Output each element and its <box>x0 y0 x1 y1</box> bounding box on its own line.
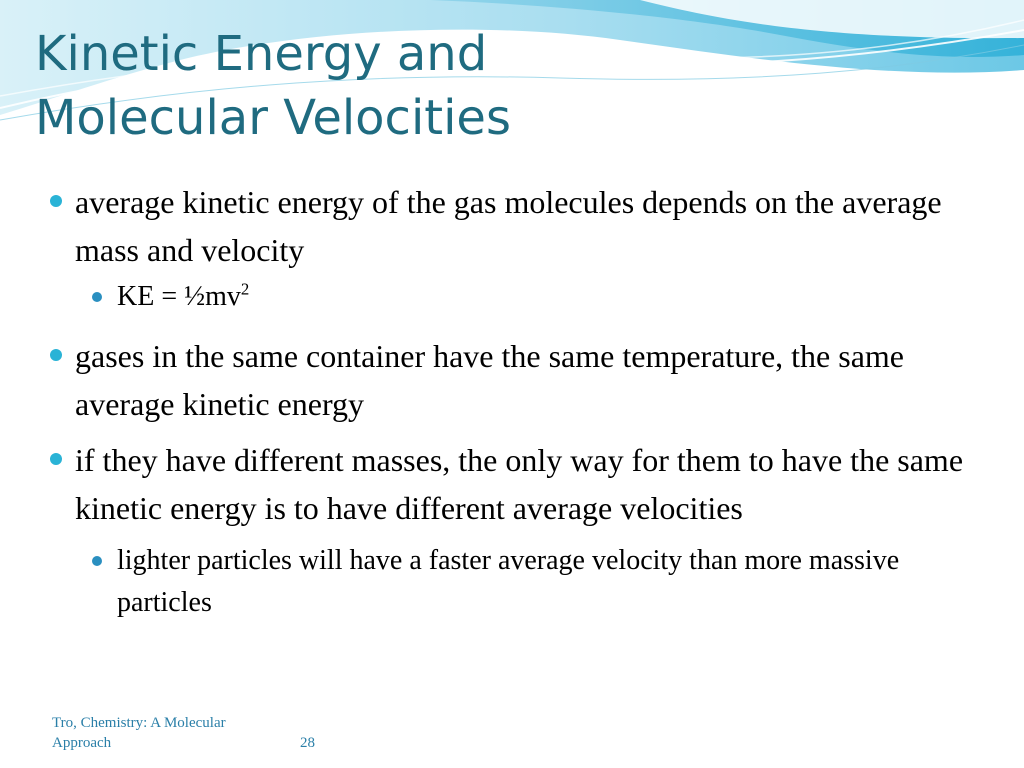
bullet-text: average kinetic energy of the gas molecules depends on the average mass and velocity <box>75 184 942 268</box>
bullet-text: if they have different masses, the only way for them to have the same kinetic energy is to have different average velocities <box>75 442 964 526</box>
slide-title-line-2: Molecular Velocities <box>35 90 511 146</box>
slide-number: 28 <box>300 735 315 751</box>
bullet-text: gases in the same container have the same temperature, the same average kinetic energy <box>75 338 904 422</box>
footer-source: Tro, Chemistry: A Molecular Approach <box>52 715 226 751</box>
bullet-list <box>48 178 968 632</box>
bullet-item <box>48 332 968 428</box>
kinetic-energy-formula: KE = ½mv <box>117 281 241 312</box>
sub-bullet-item <box>48 540 968 624</box>
bullet-item <box>48 178 968 274</box>
sub-bullet-text: lighter particles will have a faster average velocity than more massive particles <box>117 545 900 618</box>
slide-title-line-1: Kinetic Energy and <box>35 26 488 82</box>
bullet-item <box>48 436 968 532</box>
formula-exponent: 2 <box>240 279 250 299</box>
slide-title <box>35 22 511 150</box>
sub-bullet-item <box>48 276 968 318</box>
